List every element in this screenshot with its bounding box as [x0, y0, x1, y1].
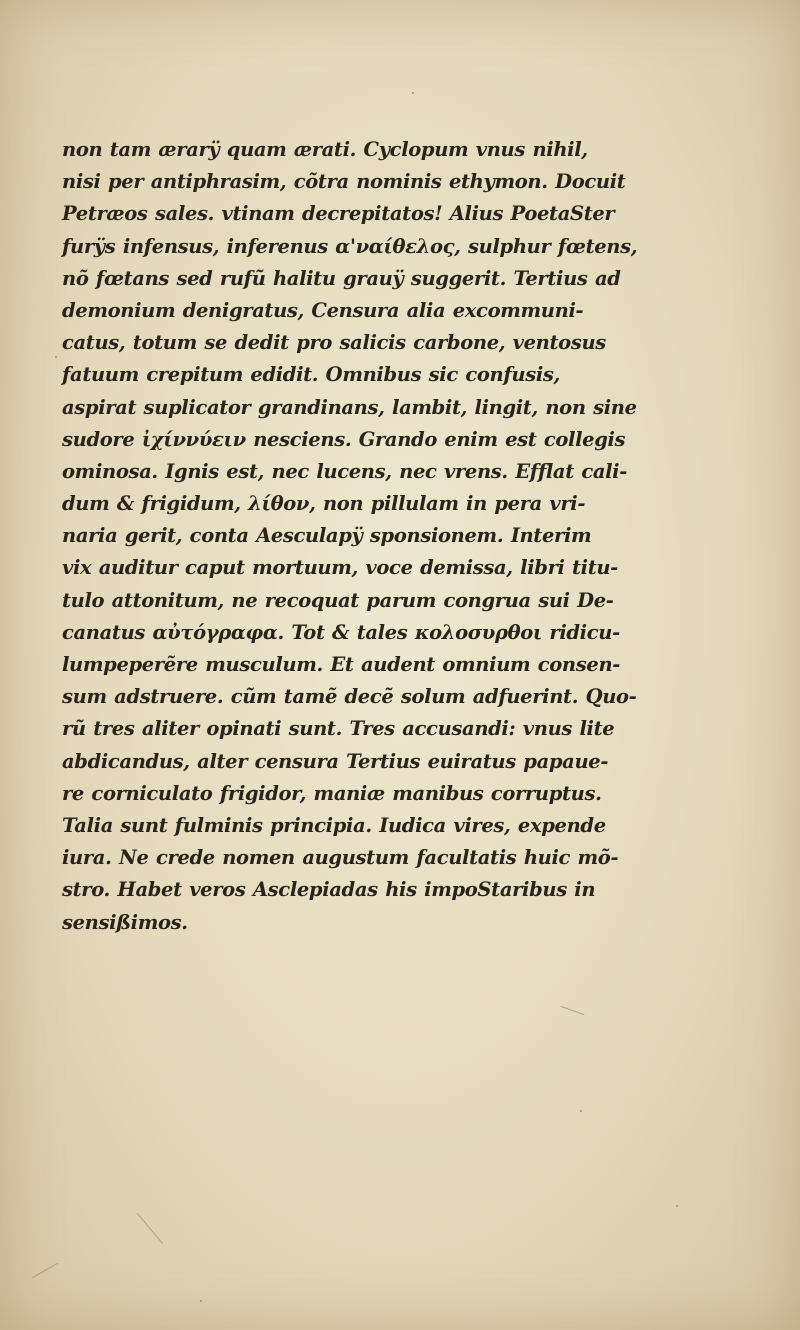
- text-line: re corniculato frigidor, maniæ manibus corruptus.: [62, 781, 602, 805]
- text-line: rũ tres aliter opinati sunt. Tres accusandi: vnus lite: [62, 717, 615, 741]
- text-line: dum & frigidum, λίθον, non pillulam in pera vri-: [62, 492, 586, 516]
- text-line: demonium denigratus, Censura alia excommuni-: [62, 298, 584, 322]
- text-line: sensißimos.: [62, 910, 188, 934]
- paper-fiber: [561, 1006, 585, 1015]
- text-line: aspirat suplicator grandinans, lambit, lingit, non sine: [62, 395, 637, 419]
- paper-fiber: [137, 1213, 163, 1244]
- text-line: nisi per antiphrasim, cõtra nominis ethymon. Docuit: [62, 170, 626, 194]
- text-line: stro. Habet veros Asclepiadas his impoStaribus in: [62, 878, 596, 902]
- text-line: lumpeperẽre musculum. Et audent omnium consen-: [62, 653, 621, 676]
- text-line: canatus αὐτόγραφα. Tot & tales κολοσυρθοι ridicu-: [62, 620, 620, 644]
- text-line: iura. Ne crede nomen augustum facultatis huic mõ-: [62, 846, 619, 870]
- body-text: [62, 134, 642, 939]
- text-line: tulo attonitum, ne recoquat parum congrua sui De-: [62, 588, 614, 612]
- text-line: nõ fœtans sed rufũ halitu grauÿ suggerit. Tertius ad: [62, 266, 621, 290]
- paper-speck: [580, 1110, 582, 1112]
- text-line: sum adstruere. cũm tamẽ decẽ solum adfuerint. Quo-: [62, 685, 637, 709]
- text-line: naria gerit, conta Aesculapÿ sponsionem. Interim: [62, 524, 592, 548]
- text-line: Petræos sales. vtinam decrepitatos! Alius PoetaSter: [62, 202, 615, 226]
- paper-fiber: [32, 1263, 58, 1279]
- paper-speck: [412, 92, 414, 94]
- paper-speck: [55, 356, 57, 358]
- text-line: ominosa. Ignis est, nec lucens, nec vrens. Efflat cali-: [62, 459, 627, 483]
- text-line: furÿs infensus, inferenus α'ναίθελος, sulphur fœtens,: [62, 234, 638, 258]
- text-line: vix auditur caput mortuum, voce demissa, libri titu-: [62, 556, 618, 580]
- text-line: abdicandus, alter censura Tertius euiratus papaue-: [62, 749, 609, 773]
- text-line: non tam ærarÿ quam ærati. Cyclopum vnus nihil,: [62, 138, 588, 161]
- text-line: catus, totum se dedit pro salicis carbone, ventosus: [62, 331, 606, 355]
- text-line: Talia sunt fulminis principia. Iudica vires, expende: [62, 813, 606, 837]
- text-line: sudore ἰχίννύειν nesciens. Grando enim est collegis: [62, 427, 626, 451]
- paper-speck: [200, 1300, 202, 1302]
- paper-speck: [676, 1205, 678, 1207]
- text-line: fatuum crepitum edidit. Omnibus sic confusis,: [62, 363, 560, 387]
